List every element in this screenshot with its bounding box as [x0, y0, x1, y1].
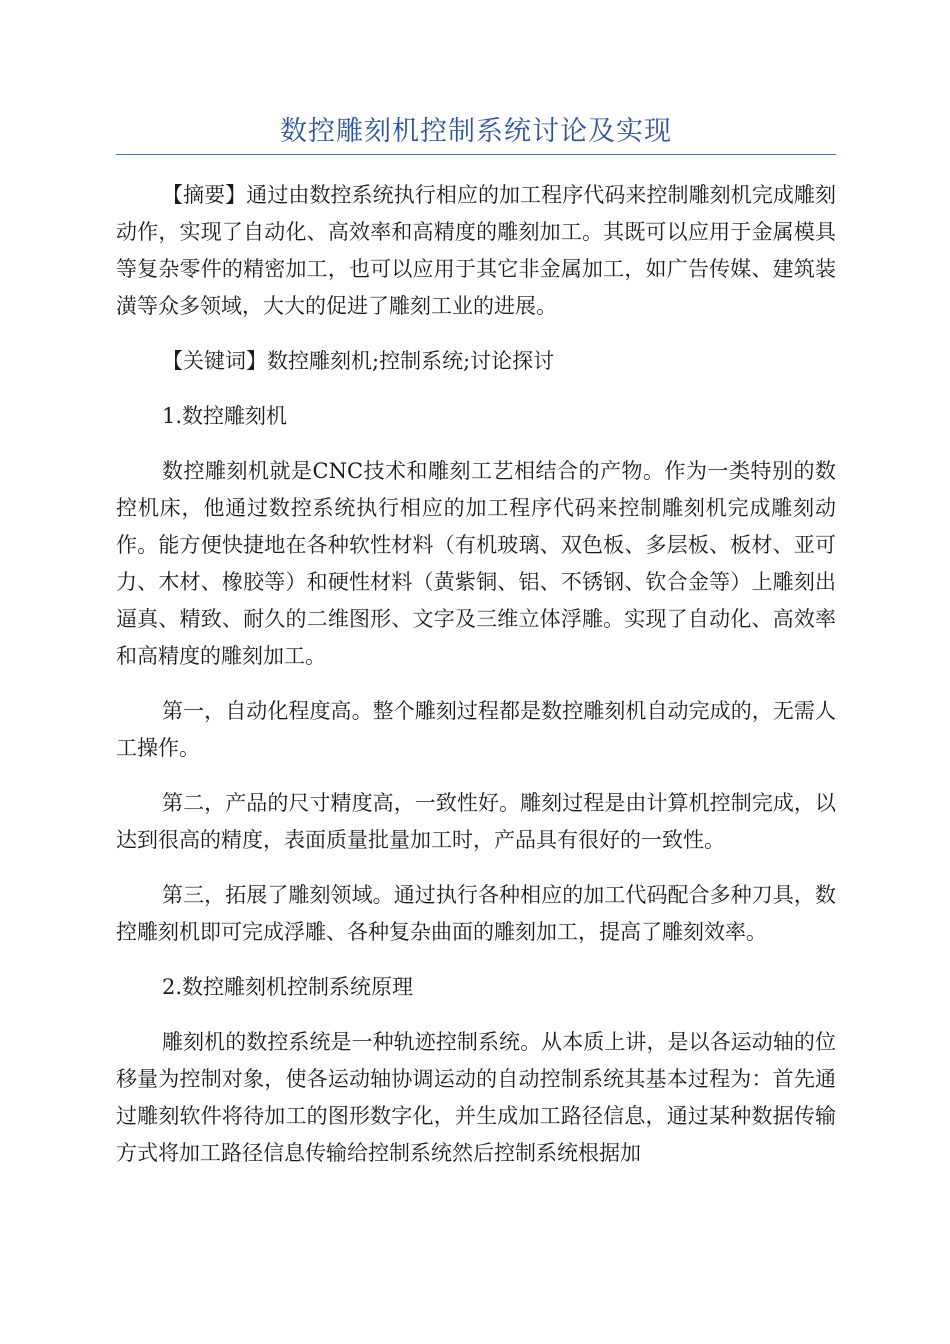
section-heading-1: 1.数控雕刻机 [162, 404, 288, 428]
body-paragraph: 第一，自动化程度高。整个雕刻过程都是数控雕刻机自动完成的，无需人工操作。 [116, 699, 836, 760]
body-paragraph: 数控雕刻机就是CNC技术和雕刻工艺相结合的产物。作为一类特别的数控机床，他通过数控系统执行相应的加工程序代码来控制雕刻机完成雕刻动作。能方便快捷地在各种软性材料（有机玻璃、双色板、多层板、板材、亚可力、木材、橡胶等）和硬性材料（黄紫铜、铝、不锈钢、钦合金等）上雕刻出逼真、精致、耐久的二维图形、文字及三维立体浮雕。实现了自动化、高效率和高精度的雕刻加工。 [116, 459, 836, 668]
section-heading-2: 2.数控雕刻机控制系统原理 [162, 975, 414, 999]
title-underline [116, 154, 836, 155]
body-paragraph: 第二，产品的尺寸精度高，一致性好。雕刻过程是由计算机控制完成，以达到很高的精度，表面质量批量加工时，产品具有很好的一致性。 [116, 791, 836, 852]
abstract-paragraph: 【摘要】通过由数控系统执行相应的加工程序代码来控制雕刻机完成雕刻动作，实现了自动化、高效率和高精度的雕刻加工。其既可以应用于金属模具等复杂零件的精密加工，也可以应用于其它非金属加工，如广告传媒、建筑装潢等众多领域，大大的促进了雕刻工业的进展。 [116, 183, 836, 318]
document-title: 数控雕刻机控制系统讨论及实现 [280, 116, 672, 147]
body-paragraph: 雕刻机的数控系统是一种轨迹控制系统。从本质上讲，是以各运动轴的位移量为控制对象，使各运动轴协调运动的自动控制系统其基本过程为：首先通过雕刻软件将待加工的图形数字化，并生成加工路径信息，通过某种数据传输方式将加工路径信息传输给控制系统然后控制系统根据加 [116, 1030, 836, 1165]
document-page [116, 0, 836, 1172]
body-paragraph: 第三，拓展了雕刻领域。通过执行各种相应的加工代码配合多种刀具，数控雕刻机即可完成浮雕、各种复杂曲面的雕刻加工，提高了雕刻效率。 [116, 883, 836, 944]
keywords-paragraph: 【关键词】数控雕刻机;控制系统;讨论探讨 [162, 349, 555, 373]
